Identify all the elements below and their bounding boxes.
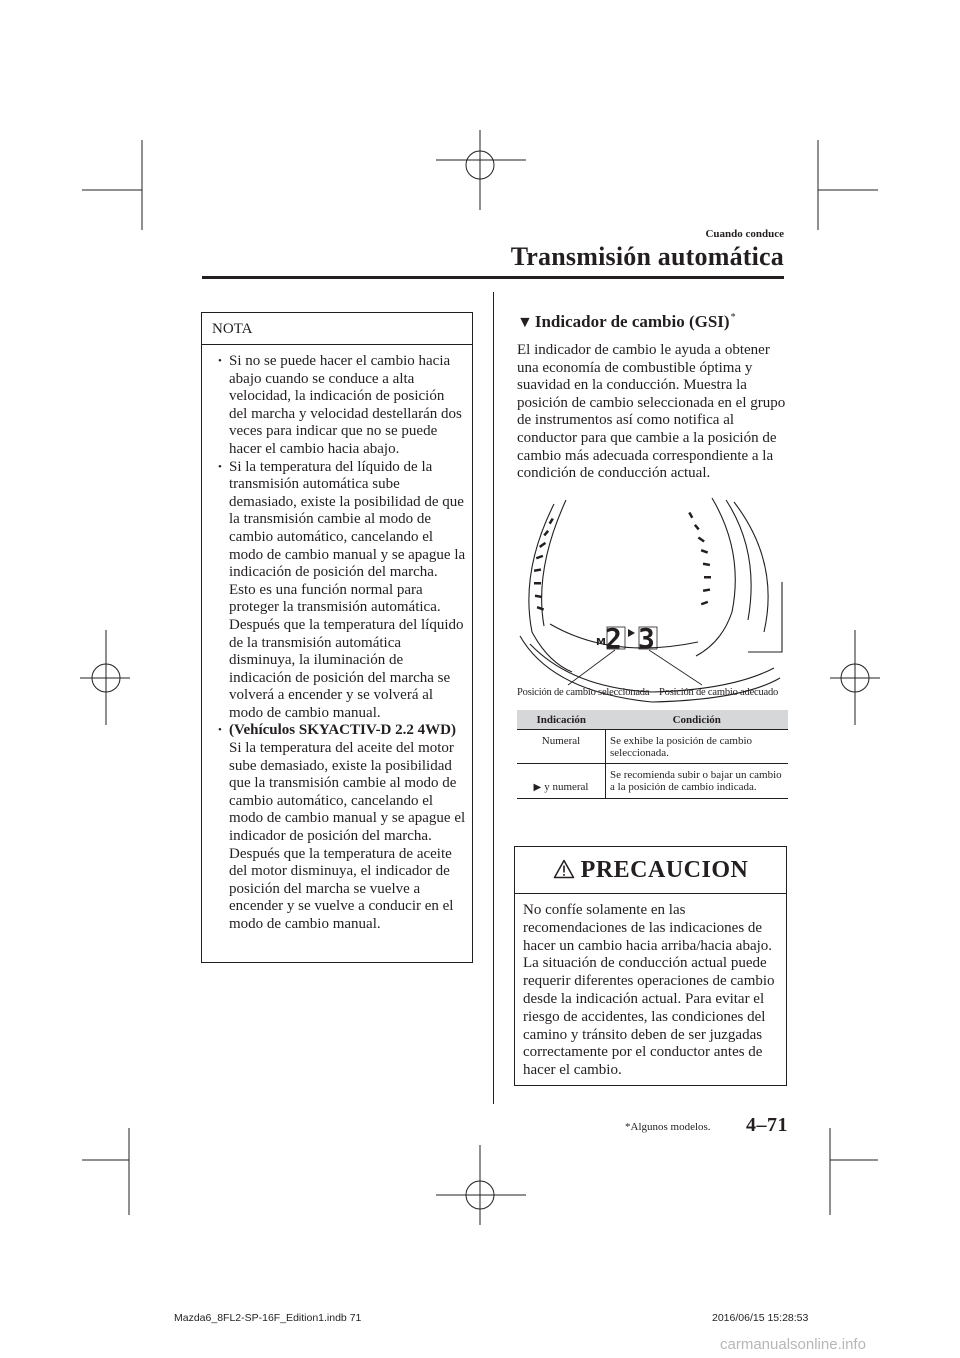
note-list — [202, 345, 472, 934]
table-cell-indication-text: y numeral — [544, 781, 589, 793]
left-gauge-ticks — [534, 518, 554, 611]
table-row — [517, 764, 788, 799]
table-cell-indication — [517, 764, 606, 799]
table-cell-indication: Numeral — [517, 730, 606, 764]
label-recommended-position: Posición de cambio adecuado — [659, 687, 779, 698]
upshift-arrow-icon: ▶ — [533, 782, 542, 793]
print-date-info: 2016/06/15 15:28:53 — [712, 1312, 809, 1324]
right-panel-edge — [748, 582, 782, 652]
note-box — [201, 312, 473, 963]
upshift-arrow-icon — [628, 629, 635, 637]
note-item-title: (Vehículos SKYACTIV-D 2.2 4WD) — [229, 722, 456, 739]
table-header-condition: Condición — [606, 710, 789, 730]
note-heading: NOTA — [202, 313, 472, 345]
gear-mode-letter: M — [596, 637, 606, 648]
left-dial-arc — [529, 504, 572, 672]
label-selected-position: Posición de cambio seleccionada — [517, 687, 650, 698]
callout-lines — [568, 627, 702, 685]
note-item — [212, 722, 466, 933]
note-item-text: Si la temperatura del aceite del motor sube demasiado, existe la posibilidad que la transmisión cambie al modo de cambio automático, cancelando el modo de cambio manual y se apague el indicador de posición del marcha. Después que la temperatura de aceite del motor disminuya, el indicador de posición del marcha se vuelve a encender y se vuelve a conducir en el modo de cambio manual. — [229, 740, 466, 932]
footnote-marker: * — [730, 312, 736, 324]
print-file-info: Mazda6_8FL2-SP-16F_Edition1.indb 71 — [174, 1312, 362, 1324]
table-cell-condition: Se recomienda subir o bajar un cambio a la posición de cambio indicada. — [606, 764, 789, 799]
column-divider — [493, 292, 494, 1104]
right-gauge-ticks — [688, 512, 711, 606]
note-item: • Si la temperatura del líquido de la transmisión automática sube demasiado, existe la posibilidad de que la transmisión cambie al modo de cambio automático, cancelando el modo de cambio manual y se apague la indicación de posición del marcha. Esto es una función normal para proteger la transmisión automática. Después que la temperatura del líquido de la transmisión automática disminuya, la iluminación de indicación de posición del marcha se volverá a encender y se volverá al modo de cambio manual. — [212, 459, 466, 723]
caution-title: PRECAUCION — [580, 857, 749, 883]
recommended-gear-digit: 3 — [638, 622, 655, 655]
gsi-heading — [517, 312, 736, 332]
warning-triangle-icon — [553, 859, 575, 879]
gsi-heading-text: Indicador de cambio (GSI) — [534, 312, 730, 331]
right-dial-rim — [734, 502, 768, 632]
table-cell-condition: Se exhibe la posición de cambio seleccionada. — [606, 730, 789, 764]
section-title: Transmisión automática — [510, 242, 784, 271]
right-dial-outer-arc — [726, 500, 751, 620]
table-header-row — [517, 710, 788, 730]
caution-text: No confíe solamente en las recomendaciones de las indicaciones de hacer un cambio hacia arriba/hacia abajo. La situación de conducción actual puede requerir diferentes operaciones de cambio desde la indicación actual. Para evitar el riesgo de accidentes, las condiciones del camino y tránsito deben de ser juzgadas correctamente por el conductor antes de hacer el cambio. — [523, 902, 775, 1079]
table-header-indication: Indicación — [517, 710, 606, 730]
caution-header — [515, 847, 786, 894]
table-row — [517, 730, 788, 764]
gsi-description: El indicador de cambio le ayuda a obtener una economía de combustible óptima y suavidad en la conducción. Muestra la posición de cambio seleccionada en el grupo de instrumentos así como notifica al conductor para que cambie a la posición de cambio más adecuada correspondiente a la condición de conducción actual. — [517, 342, 786, 482]
current-gear-digit: 2 — [605, 622, 622, 655]
page-number: 4–71 — [746, 1114, 788, 1136]
footnote: *Algunos modelos. — [625, 1121, 711, 1133]
header-rule — [202, 276, 784, 279]
section-subtitle: Cuando conduce — [705, 228, 784, 240]
display-window-arc — [550, 624, 698, 648]
caution-box — [514, 846, 787, 1086]
section-marker-icon: ▼ — [517, 314, 533, 331]
left-dial-inner-arc — [542, 500, 566, 626]
right-dial-arc — [696, 498, 735, 656]
watermark: carmanualsonline.info — [720, 1336, 866, 1353]
note-item: • Si no se puede hacer el cambio hacia abajo cuando se conduce a alta velocidad, la indicación de posición del marcha y velocidad destellarán dos veces para indicar que no se puede hacer el cambio hacia abajo. — [212, 353, 466, 459]
indication-table — [517, 710, 788, 799]
instrument-cluster-illustration — [512, 492, 790, 710]
